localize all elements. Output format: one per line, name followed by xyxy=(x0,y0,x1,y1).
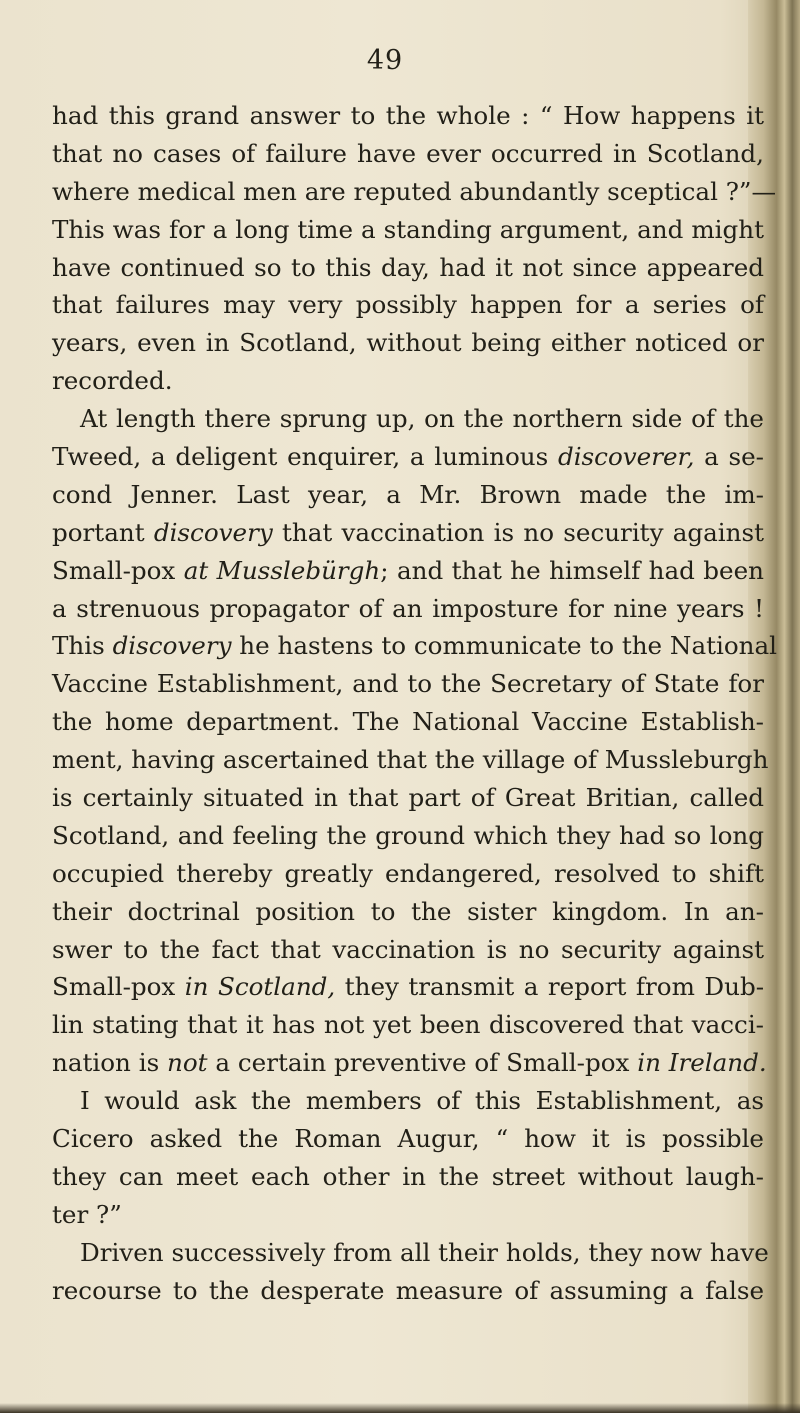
text-line: have continued so to this day, had it not since appeared xyxy=(52,252,764,282)
text-line: This was for a long time a standing argument, and might xyxy=(52,214,764,244)
italic-phrase: at Musslebürgh xyxy=(183,555,381,585)
text-line xyxy=(52,968,764,1006)
text-line: recorded. xyxy=(52,366,173,396)
text-line: swer to the fact that vaccination is no security against xyxy=(52,934,764,964)
text-line: I would ask the members of this Establishment, as xyxy=(80,1086,764,1116)
text-line: lin stating that it has not yet been discovered that vacci- xyxy=(52,1010,764,1040)
text-line xyxy=(52,514,764,552)
text-line: a strenuous propagator of an imposture for nine years ! xyxy=(52,593,764,623)
text-line: Cicero asked the Roman Augur, “ how it is possible xyxy=(52,1124,764,1154)
text-line xyxy=(52,438,764,476)
text-line: that no cases of failure have ever occurred in Scotland, xyxy=(52,138,764,168)
italic-phrase: in Ireland. xyxy=(637,1048,767,1078)
body-text xyxy=(52,97,778,1310)
text-line: years, even in Scotland, without being either noticed or xyxy=(52,328,764,358)
page-bottom-shadow xyxy=(0,1403,800,1413)
text-run: This xyxy=(52,631,113,661)
text-run: portant xyxy=(52,517,154,547)
text-run: that vaccination is no security against xyxy=(272,517,764,547)
text-run: Tweed, a deligent enquirer, a luminous xyxy=(52,442,558,472)
italic-phrase: not xyxy=(167,1048,208,1078)
text-run: Small-pox xyxy=(52,555,184,585)
text-run: they transmit a report from Dub- xyxy=(335,972,764,1002)
text-line: Scotland, and feeling the ground which they had so long xyxy=(52,820,764,850)
text-line xyxy=(52,552,764,590)
text-line: occupied thereby greatly endangered, resolved to shift xyxy=(52,858,764,888)
italic-phrase: discovery xyxy=(112,631,232,661)
text-line: Driven successively from all their holds, they now have xyxy=(80,1237,769,1267)
text-line: ment, having ascertained that the village of Mussleburgh xyxy=(52,745,769,775)
text-line xyxy=(52,1044,767,1082)
italic-phrase: in Scotland, xyxy=(184,972,336,1002)
text-line: cond Jenner. Last year, a Mr. Brown made the im- xyxy=(52,479,764,509)
text-line: Vaccine Establishment, and to the Secretary of State for xyxy=(52,669,764,699)
text-run: ; and that he himself had been xyxy=(380,555,764,585)
text-line: ter ?” xyxy=(52,1199,122,1229)
text-line: recourse to the desperate measure of assuming a false xyxy=(52,1275,764,1305)
text-line: had this grand answer to the whole : “ How happens it xyxy=(52,101,764,130)
text-line: that failures may very possibly happen for a series of xyxy=(52,290,764,320)
text-line: the home department. The National Vaccine Establish- xyxy=(52,707,764,737)
text-line: where medical men are reputed abundantly sceptical ?”— xyxy=(52,176,777,206)
text-line: their doctrinal position to the sister kingdom. In an- xyxy=(52,896,764,926)
italic-phrase: discovery xyxy=(153,517,273,547)
page-number: 49 xyxy=(366,45,404,76)
text-run: nation is xyxy=(52,1048,168,1078)
text-run: a se- xyxy=(694,442,764,472)
text-line: At length there sprung up, on the northern side of the xyxy=(80,404,764,434)
text-run: a certain preventive of Small-pox xyxy=(207,1048,638,1078)
italic-phrase: discoverer, xyxy=(557,442,695,472)
text-run: he hastens to communicate to the National xyxy=(231,631,778,661)
text-line xyxy=(52,627,778,665)
text-line: they can meet each other in the street without laugh- xyxy=(52,1161,764,1191)
text-line: is certainly situated in that part of Great Britian, called xyxy=(52,783,764,813)
text-run: Small-pox xyxy=(52,972,185,1002)
